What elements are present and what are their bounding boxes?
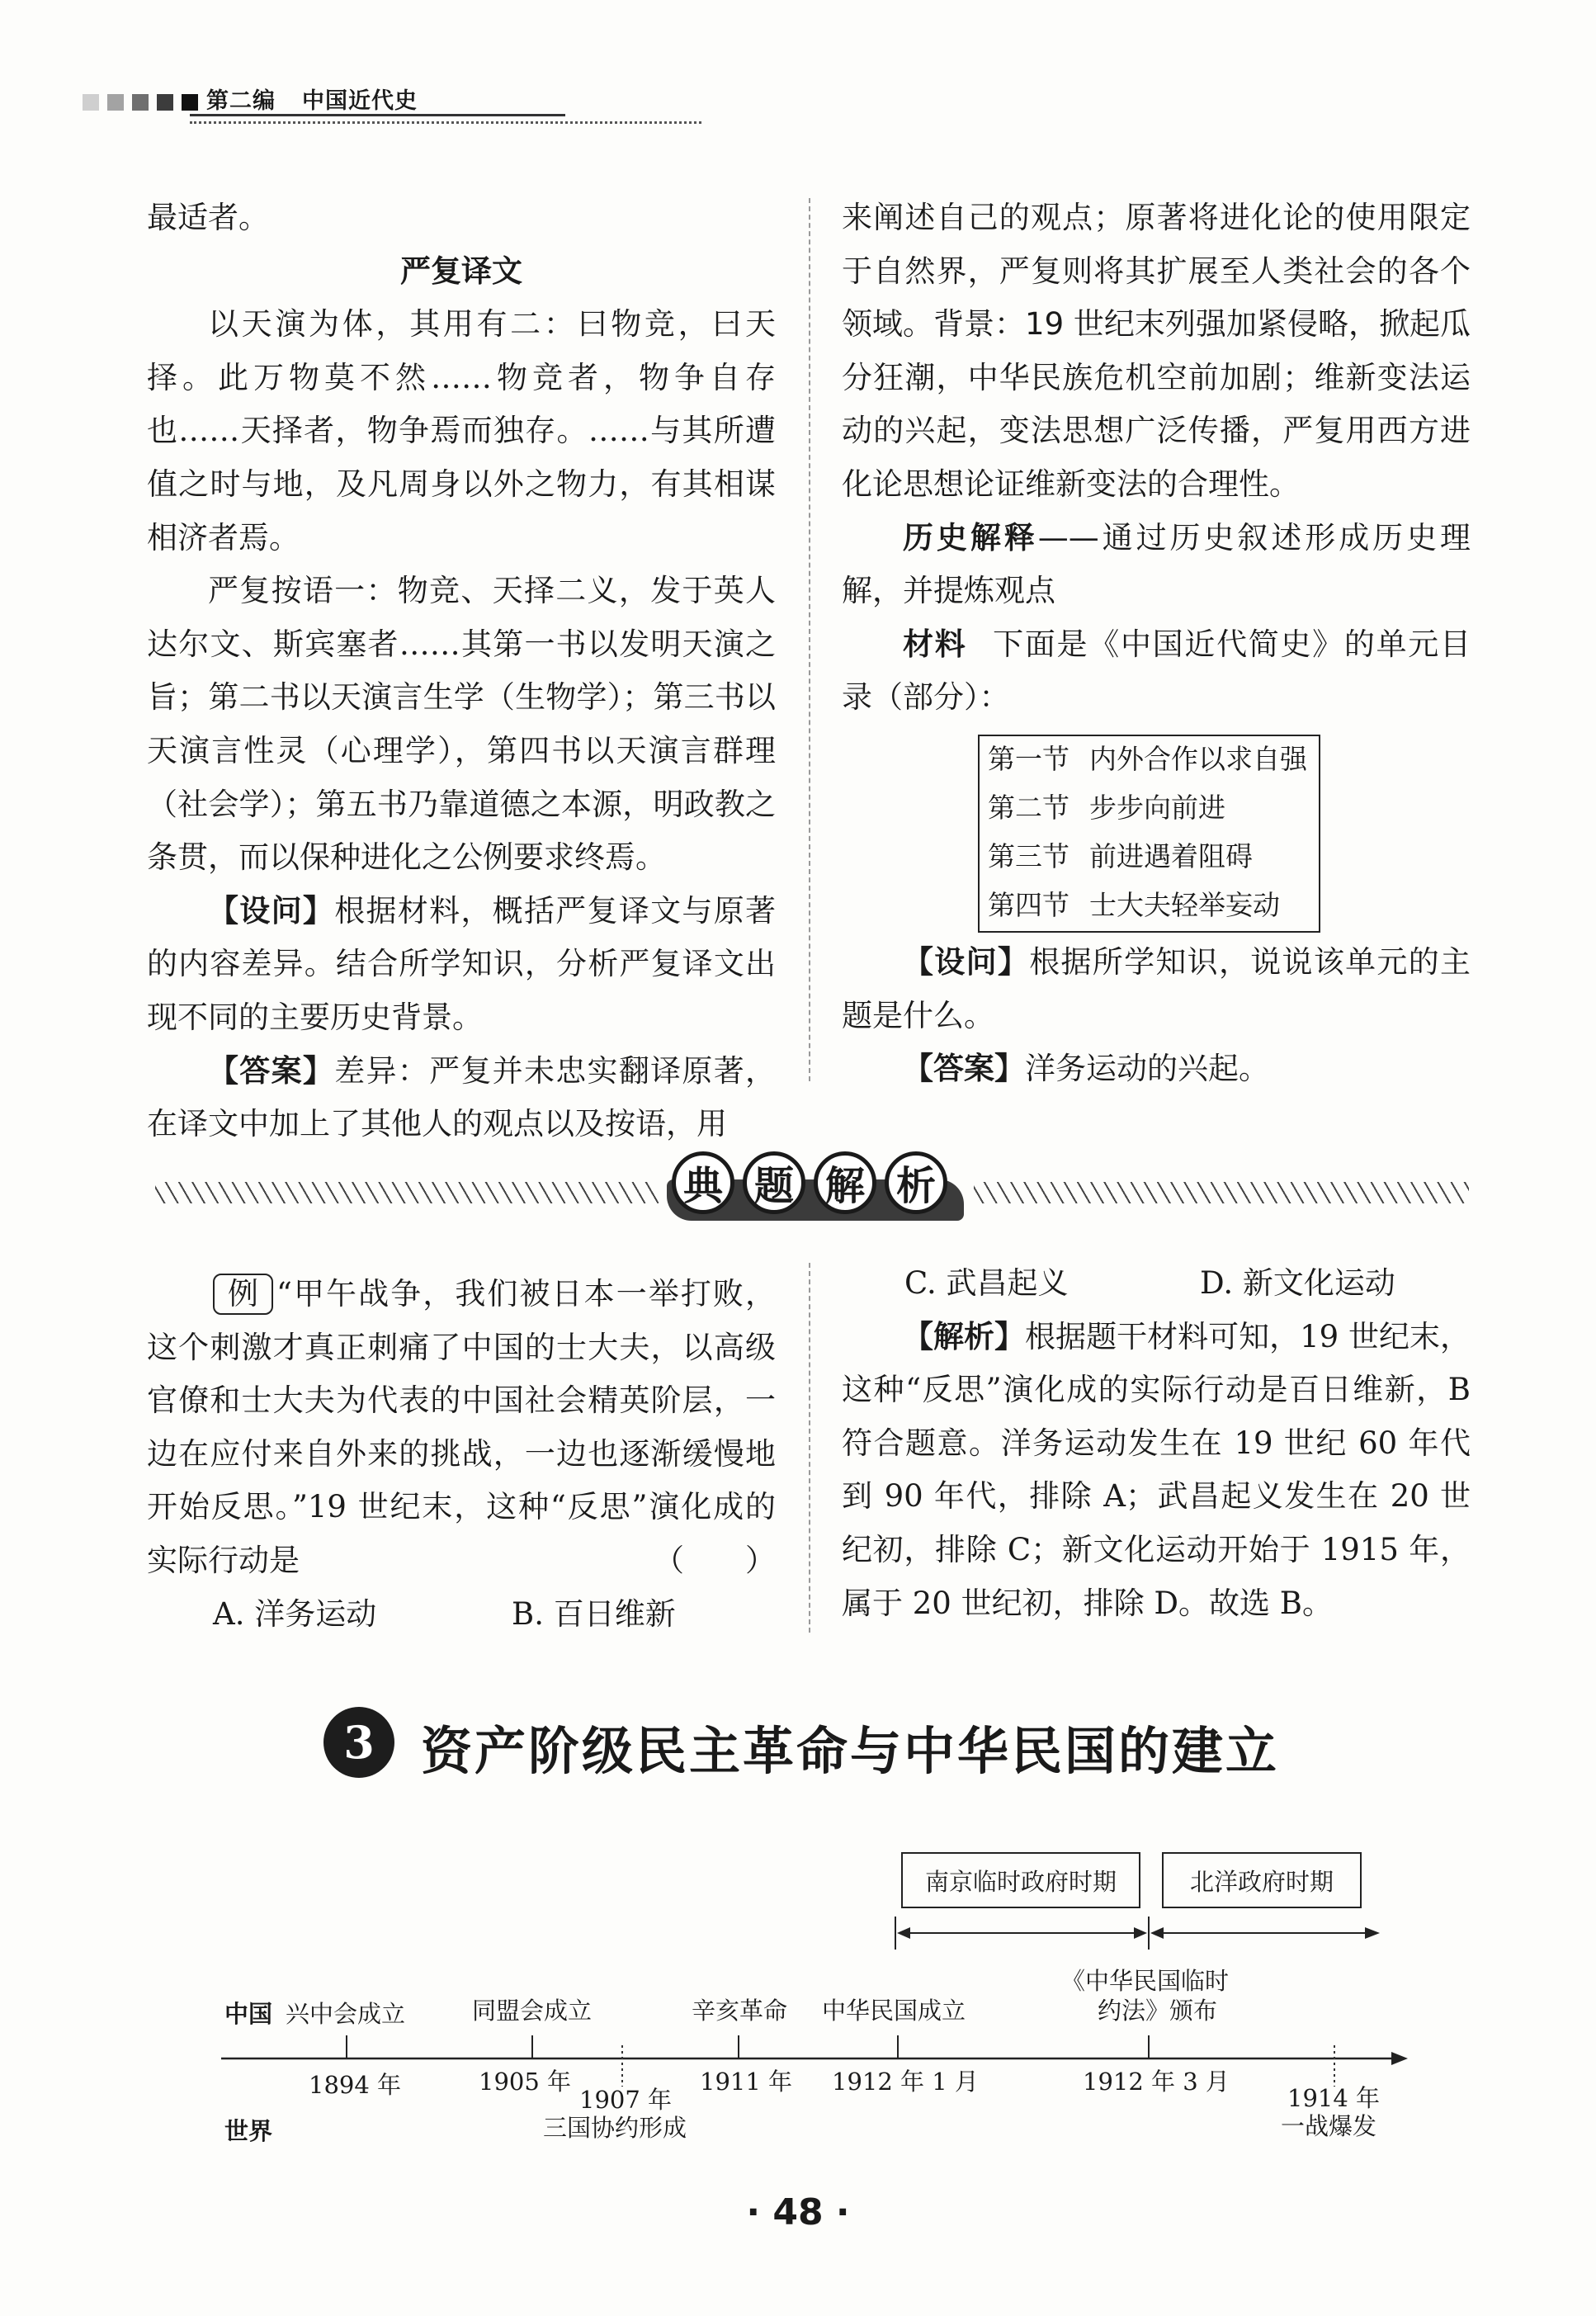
subtitle: 严复译文 (400, 253, 522, 289)
answer-text: 洋务运动的兴起。 (1025, 1051, 1269, 1087)
question-text: 根据所学知识，说说该单元的主题是什么。 (842, 944, 1471, 1033)
example-text: “甲午战争，我们被日本一举打败，这个刺激才真正刺痛了中国的士大夫，以高级官僚和士大夫为代表的中国社会精英阶层，一边在应付来自外来的挑战，一边也逐渐缓慢地开始反思。”19 世纪末，这种“反思”演化成的实际行动是 (147, 1276, 776, 1578)
answer-paren: （ ） (654, 1542, 776, 1578)
banner-char: 典 (672, 1151, 734, 1214)
event-label: 中华民国成立 (822, 1997, 966, 2025)
table-cell: 士大夫轻举妄动 (1089, 889, 1280, 921)
skill-tag: 历史解释 (903, 519, 1038, 555)
question-tag: 【设问】 (903, 944, 1030, 980)
answer-text: 差异：严复并未忠实翻译原著，在译文中加上了其他人的观点以及按语，用 (147, 1052, 777, 1142)
row-label-china: 中国 (224, 2000, 273, 2028)
answer-tag: 【答案】 (208, 1052, 335, 1089)
quote-paragraph: 以天演为体，其用有二：曰物竞，曰天择。此万物莫不然……物竞者，物争自存也……天择者，物争焉而独存。……与其所遭值之时与地，及凡周身以外之物力，有其相谋相济者焉。 (147, 306, 776, 555)
row-label-world: 世界 (224, 2117, 273, 2145)
option-b: B. 百日维新 (512, 1595, 676, 1632)
table-cell: 步步向前进 (1089, 792, 1225, 824)
material-text: 下面是《中国近代简史》的单元目录（部分）： (842, 626, 1471, 716)
period-box-beiyang: 北洋政府时期 (1162, 1852, 1362, 1908)
part-label: 第二编 (206, 88, 276, 114)
question-text: 根据材料，概括严复译文与原著的内容差异。结合所学知识，分析严复译文出现不同的主要历史背景。 (147, 892, 777, 1035)
analysis-tag: 【解析】 (903, 1318, 1026, 1354)
event-label: 辛亥革命 (692, 1997, 788, 2025)
world-event-label: 三国协约形成 (543, 2114, 687, 2142)
world-year-label: 1907 年 (579, 2086, 673, 2114)
year-label: 1905 年 (479, 2068, 572, 2096)
section-title: 资产阶级民主革命与中华民国的建立 (421, 1721, 1280, 1781)
answer-continuation: 来阐述自己的观点；原著将进化论的使用限定于自然界，严复则将其扩展至人类社会的各个领域。背景：19 世纪末列强加紧侵略，掀起瓜分狂潮，中华民族危机空前加剧；维新变法运动的兴起，变法思想广泛传播，严复用西方进化论思想论证维新变法的合理性。 (842, 200, 1471, 502)
event-label: 同盟会成立 (472, 1997, 593, 2025)
quote-paragraph: 严复按语一：物竞、天择二义，发于英人达尔文、斯宾塞者……其第一书以发明天演之旨；第二书以天演言生学（生物学）；第三书以天演言性灵（心理学），第四书以天演言群理（社会学）；第五书乃靠道德之本源，明政教之条贯，而以保种进化之公例要求终焉。 (147, 573, 776, 876)
table-cell: 第一节 (988, 743, 1070, 775)
section-number: 3 (323, 1707, 394, 1778)
part-title: 中国近代史 (302, 88, 418, 114)
banner-char: 题 (743, 1151, 805, 1214)
table-cell: 内外合作以求自强 (1089, 743, 1307, 775)
year-label: 1894 年 (309, 2071, 402, 2099)
banner-char: 解 (814, 1151, 876, 1214)
banner-char: 析 (885, 1151, 947, 1214)
material-tag: 材料 (903, 626, 967, 662)
year-label: 1912 年 3 月 (1083, 2068, 1230, 2096)
analysis-text: 根据题干材料可知，19 世纪末，这种“反思”演化成的实际行动是百日维新，B 符合题意。洋务运动发生在 19 世纪 60 年代到 90 年代，排除 A；武昌起义发生在 20 世纪初，排除 C；新文化运动开始于 1915 年，属于 20 世纪初，排除 D。故选 B。 (842, 1318, 1471, 1621)
world-year-label: 1914 年 (1287, 2084, 1381, 2112)
year-label: 1911 年 (700, 2068, 793, 2096)
event-label: 《中华民国临时 (1061, 1967, 1230, 1995)
option-c: C. 武昌起义 (904, 1265, 1069, 1301)
skill-text: ——通过历史叙述形成历史理解，并提炼观点 (842, 519, 1471, 609)
answer-tag: 【答案】 (903, 1051, 1025, 1087)
period-box-nanjing: 南京临时政府时期 (901, 1852, 1140, 1908)
text-line: 最适者。 (147, 200, 269, 235)
page-number: · 48 · (746, 2191, 850, 2233)
table-cell: 第三节 (988, 840, 1070, 872)
question-tag: 【设问】 (208, 892, 335, 929)
year-label: 1912 年 1 月 (832, 2068, 979, 2096)
example-tag: 例 (213, 1274, 273, 1315)
table-cell: 第四节 (988, 889, 1070, 921)
event-label: 兴中会成立 (286, 2000, 406, 2028)
option-a: A. 洋务运动 (213, 1595, 377, 1632)
option-d: D. 新文化运动 (1200, 1265, 1395, 1301)
world-event-label: 一战爆发 (1281, 2112, 1377, 2140)
table-cell: 第二节 (988, 792, 1070, 824)
event-label: 约法》颁布 (1098, 1997, 1218, 2025)
table-cell: 前进遇着阻碍 (1089, 840, 1253, 872)
